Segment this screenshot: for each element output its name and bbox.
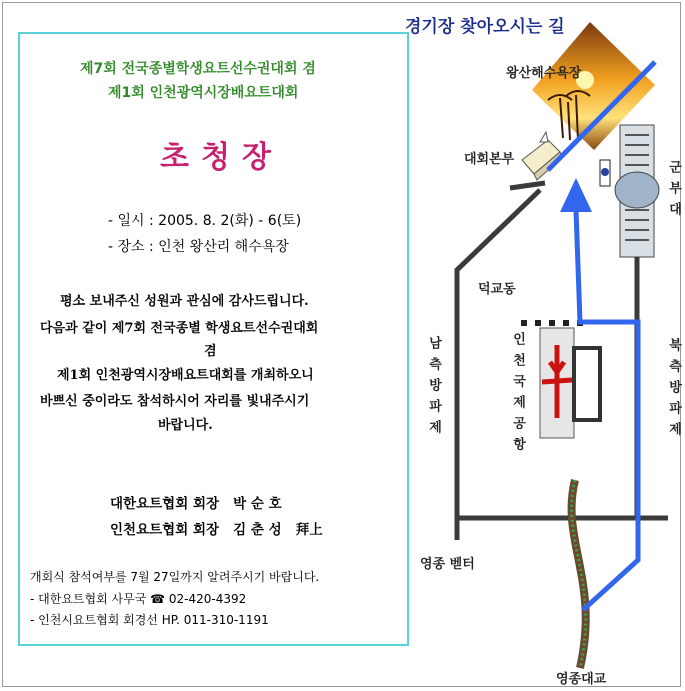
- beach-label: 왕산해수욕장: [506, 66, 582, 81]
- airport-building: [521, 323, 600, 438]
- place-line: - 장소 : 인천 왕산리 해수욕장: [108, 239, 289, 255]
- airport-label: 인천국제공항: [510, 332, 525, 458]
- footer-notice: 개회식 참석여부를 7월 27일까지 알려주시기 바랍니다.: [30, 570, 320, 584]
- invitation-title: 초청장: [160, 140, 283, 175]
- body-line: 다음과 같이 제7회 전국종별 학생요트선수권대회: [40, 321, 319, 336]
- body-line: 제1회 인천광역시장배요트대회를 개최하오니: [57, 368, 314, 383]
- signer-1: 대한요트협회 회장 박 순 호: [110, 496, 282, 512]
- military-base-building: [600, 125, 659, 257]
- yeongjong-center-label: 영종 벧터: [420, 557, 475, 572]
- body-line: 평소 보내주신 성원과 관심에 감사드립니다.: [60, 294, 309, 309]
- deokgyo-label: 덕교동: [478, 282, 516, 297]
- signer-2: 인천요트협회 회장 김 춘 성 拜上: [110, 522, 323, 538]
- headquarters-label: 대회본부: [464, 152, 515, 167]
- footer-contact-1: - 대한요트협회 사무국 ☎ 02-420-4392: [30, 592, 247, 606]
- north-levee-label: 북측방파제: [666, 338, 681, 443]
- military-label: 군부대: [666, 160, 681, 223]
- yeongjong-bridge-label: 영종대교: [556, 672, 607, 687]
- event-line-1: 제7회 전국종별학생요트선수권대회 겸: [80, 61, 316, 77]
- date-line: - 일시 : 2005. 8. 2(화) - 6(토): [108, 213, 302, 229]
- map-title: 경기장 찾아오시는 길: [405, 17, 565, 37]
- yeongjong-bridge-picture: [572, 480, 586, 668]
- headquarters-building: [522, 132, 562, 180]
- footer-contact-2: - 인천시요트협회 회경선 HP. 011-310-1191: [30, 613, 269, 627]
- south-levee-label: 남측방파제: [426, 336, 441, 441]
- body-line: 겸: [204, 344, 217, 359]
- event-line-2: 제1회 인천광역시장배요트대회: [108, 85, 299, 101]
- body-line: 바랍니다.: [158, 418, 213, 433]
- body-line: 바쁘신 중이라도 참석하시어 자리를 빛내주시기: [40, 394, 310, 409]
